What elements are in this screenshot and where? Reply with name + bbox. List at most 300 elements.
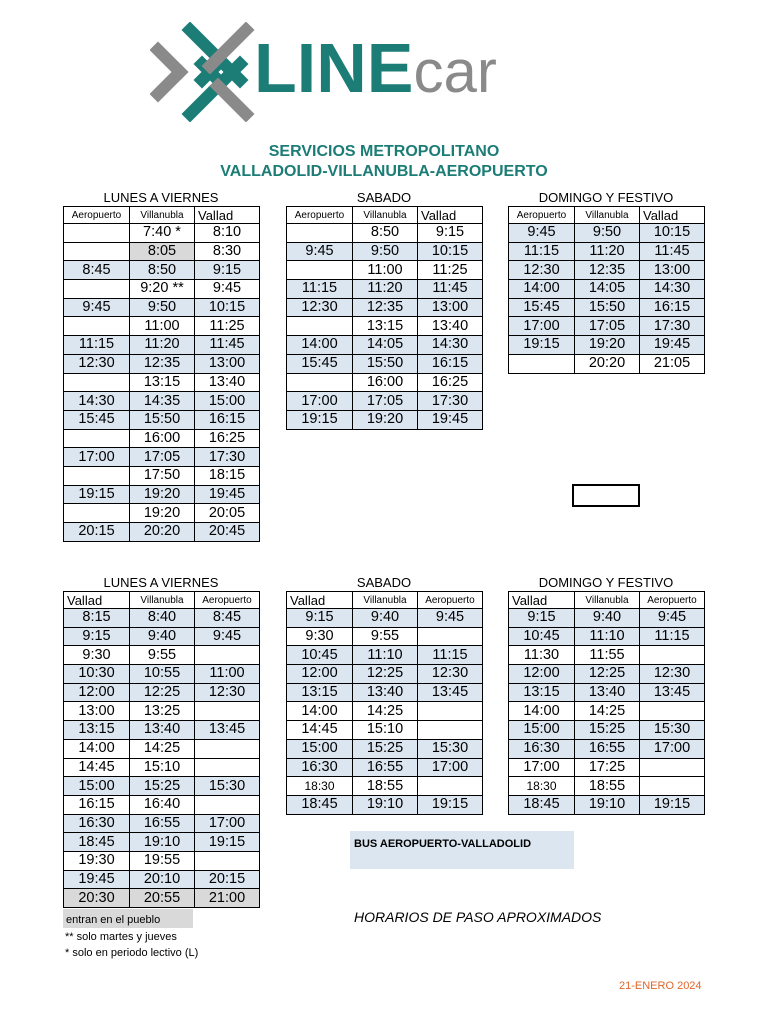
time-cell: 11:00 (353, 261, 418, 280)
time-cell: 19:15 (509, 336, 575, 355)
time-cell: 11:30 (509, 646, 575, 665)
table-row (287, 224, 483, 243)
time-cell: 9:15 (64, 627, 130, 646)
time-cell: 16:15 (640, 298, 705, 317)
caption-sunday-return: DOMINGO Y FESTIVO (538, 575, 674, 590)
time-cell: 10:45 (287, 646, 353, 665)
time-cell: 9:55 (130, 646, 195, 665)
time-cell: 12:25 (130, 683, 195, 702)
time-cell (418, 721, 483, 740)
table-row (509, 317, 705, 336)
time-cell: 13:40 (353, 683, 418, 702)
brand-car-text: car (413, 38, 497, 105)
table-row (509, 261, 705, 280)
table-row (509, 609, 705, 628)
time-cell: 8:10 (195, 224, 260, 243)
table-row (64, 298, 260, 317)
table-row (64, 889, 260, 908)
time-cell: 13:00 (418, 298, 483, 317)
time-cell (195, 739, 260, 758)
table-row (64, 795, 260, 814)
time-cell: 16:15 (418, 354, 483, 373)
table-header-row (287, 207, 483, 224)
bus-airport-valladolid-label: BUS AEROPUERTO-VALLADOLID (350, 831, 574, 869)
column-header: Aeropuerto (509, 207, 575, 224)
time-cell: 12:30 (418, 665, 483, 684)
time-cell: 15:50 (130, 410, 195, 429)
time-cell: 16:15 (64, 795, 130, 814)
table-row (509, 739, 705, 758)
time-cell: 13:45 (195, 721, 260, 740)
table-row (64, 261, 260, 280)
table-row (509, 280, 705, 299)
time-cell: 8:50 (130, 261, 195, 280)
table-row (287, 739, 483, 758)
table-row (64, 627, 260, 646)
timetable-saturday-to-airport (286, 591, 483, 815)
time-cell: 12:35 (130, 354, 195, 373)
time-cell: 11:00 (195, 665, 260, 684)
table-row (509, 627, 705, 646)
time-cell: 14:30 (64, 392, 130, 411)
time-cell: 9:15 (195, 261, 260, 280)
time-cell: 16:55 (353, 758, 418, 777)
time-cell: 16:15 (195, 410, 260, 429)
time-cell: 9:30 (64, 646, 130, 665)
table-row (509, 721, 705, 740)
time-cell (640, 646, 705, 665)
time-cell: 10:30 (64, 665, 130, 684)
time-cell: 15:45 (287, 354, 353, 373)
time-cell: 12:30 (195, 683, 260, 702)
time-cell: 17:50 (130, 466, 195, 485)
table-row (64, 373, 260, 392)
time-cell: 9:15 (509, 609, 575, 628)
time-cell: 13:15 (509, 683, 575, 702)
table-row (64, 429, 260, 448)
table-row (64, 485, 260, 504)
brand-line-text: LINE (254, 29, 414, 107)
table-row (287, 702, 483, 721)
time-cell: 12:00 (64, 683, 130, 702)
table-row (64, 392, 260, 411)
time-cell (64, 317, 130, 336)
time-cell: 9:20 ** (130, 280, 195, 299)
table-header-row (287, 592, 483, 609)
time-cell: 20:20 (575, 354, 640, 373)
table-row (287, 665, 483, 684)
linecar-logo (150, 22, 530, 122)
time-cell: 18:55 (353, 777, 418, 796)
time-cell: 12:30 (509, 261, 575, 280)
time-cell: 19:45 (640, 336, 705, 355)
column-header: Vallad (640, 207, 705, 224)
time-cell: 9:50 (353, 242, 418, 261)
time-cell (195, 795, 260, 814)
time-cell: 15:25 (353, 739, 418, 758)
time-cell: 13:40 (195, 373, 260, 392)
time-cell: 20:45 (195, 523, 260, 542)
table-row (64, 410, 260, 429)
time-cell: 12:00 (509, 665, 575, 684)
time-cell: 14:35 (130, 392, 195, 411)
time-cell (195, 758, 260, 777)
table-row (509, 224, 705, 243)
time-cell: 9:15 (287, 609, 353, 628)
time-cell: 9:45 (418, 609, 483, 628)
table-row (509, 242, 705, 261)
time-cell: 7:40 * (130, 224, 195, 243)
title-line-1: SERVICIOS METROPOLITANO (268, 143, 500, 160)
caption-weekday-return: LUNES A VIERNES (103, 575, 219, 590)
time-cell: 12:30 (640, 665, 705, 684)
time-cell: 14:05 (575, 280, 640, 299)
time-cell: 11:45 (195, 336, 260, 355)
time-cell (64, 466, 130, 485)
time-cell: 17:05 (130, 448, 195, 467)
time-cell: 18:45 (64, 833, 130, 852)
table-row (64, 665, 260, 684)
time-cell (287, 261, 353, 280)
time-cell: 15:30 (640, 721, 705, 740)
column-header: Vallad (195, 207, 260, 224)
time-cell: 9:45 (287, 242, 353, 261)
timetable-weekday-to-valladolid (63, 206, 260, 542)
time-cell: 16:55 (130, 814, 195, 833)
time-cell: 20:15 (64, 523, 130, 542)
time-cell: 9:45 (509, 224, 575, 243)
time-cell: 18:45 (509, 795, 575, 814)
table-row (64, 739, 260, 758)
time-cell: 16:30 (287, 758, 353, 777)
time-cell: 20:55 (130, 889, 195, 908)
time-cell: 19:30 (64, 851, 130, 870)
table-row (64, 777, 260, 796)
table-row (64, 280, 260, 299)
time-cell: 9:45 (195, 627, 260, 646)
caption-saturday-out: SABADO (356, 190, 412, 205)
time-cell: 10:55 (130, 665, 195, 684)
time-cell: 17:30 (195, 448, 260, 467)
time-cell: 9:40 (353, 609, 418, 628)
time-cell: 19:15 (195, 833, 260, 852)
time-cell: 19:20 (130, 485, 195, 504)
time-cell: 13:40 (130, 721, 195, 740)
time-cell: 9:40 (130, 627, 195, 646)
table-row (287, 627, 483, 646)
time-cell: 8:05 (130, 242, 195, 261)
table-row (64, 242, 260, 261)
table-row (509, 665, 705, 684)
table-row (287, 317, 483, 336)
column-header: Vallad (509, 592, 575, 609)
time-cell: 9:45 (64, 298, 130, 317)
time-cell: 17:30 (418, 392, 483, 411)
time-cell: 16:30 (64, 814, 130, 833)
table-row (287, 609, 483, 628)
time-cell: 19:20 (575, 336, 640, 355)
time-cell: 12:35 (575, 261, 640, 280)
table-row (287, 721, 483, 740)
time-cell: 14:30 (640, 280, 705, 299)
empty-box (572, 484, 640, 507)
timetable-sunday-to-airport (508, 591, 705, 815)
time-cell: 9:15 (418, 224, 483, 243)
time-cell: 10:45 (509, 627, 575, 646)
time-cell (195, 646, 260, 665)
time-cell: 19:45 (64, 870, 130, 889)
table-row (64, 721, 260, 740)
table-row (509, 795, 705, 814)
time-cell: 14:25 (353, 702, 418, 721)
time-cell (64, 242, 130, 261)
time-cell: 16:00 (130, 429, 195, 448)
time-cell: 14:30 (418, 336, 483, 355)
time-cell: 13:40 (418, 317, 483, 336)
time-cell: 19:20 (353, 410, 418, 429)
time-cell: 12:35 (353, 298, 418, 317)
time-cell: 16:55 (575, 739, 640, 758)
time-cell: 16:40 (130, 795, 195, 814)
issue-date: 21-ENERO 2024 (619, 980, 702, 992)
table-row (287, 777, 483, 796)
time-cell: 15:30 (418, 739, 483, 758)
table-row (64, 466, 260, 485)
column-header: Villanubla (130, 207, 195, 224)
table-row (287, 298, 483, 317)
column-header: Aeropuerto (64, 207, 130, 224)
time-cell: 19:55 (130, 851, 195, 870)
time-cell: 17:00 (64, 448, 130, 467)
time-cell: 13:25 (130, 702, 195, 721)
note-tue-thu: ** solo martes y jueves (65, 931, 177, 943)
table-row (287, 795, 483, 814)
time-cell: 12:25 (575, 665, 640, 684)
table-row (509, 646, 705, 665)
column-header: Aeropuerto (640, 592, 705, 609)
time-cell: 18:30 (287, 777, 353, 796)
time-cell: 15:45 (64, 410, 130, 429)
time-cell: 11:00 (130, 317, 195, 336)
time-cell: 15:30 (195, 777, 260, 796)
time-cell (64, 373, 130, 392)
time-cell: 16:25 (195, 429, 260, 448)
time-cell (64, 429, 130, 448)
time-cell: 8:45 (195, 609, 260, 628)
caption-weekday-out: LUNES A VIERNES (103, 190, 219, 205)
time-cell: 19:10 (575, 795, 640, 814)
table-header-row (64, 207, 260, 224)
table-row (64, 702, 260, 721)
time-cell: 17:25 (575, 758, 640, 777)
time-cell: 11:25 (418, 261, 483, 280)
table-header-row (64, 592, 260, 609)
time-cell (287, 317, 353, 336)
table-row (64, 646, 260, 665)
time-cell (287, 373, 353, 392)
time-cell: 11:25 (195, 317, 260, 336)
time-cell: 15:50 (575, 298, 640, 317)
time-cell: 11:20 (130, 336, 195, 355)
time-cell (64, 224, 130, 243)
time-cell: 12:25 (353, 665, 418, 684)
time-cell (418, 777, 483, 796)
table-row (64, 814, 260, 833)
column-header: Vallad (64, 592, 130, 609)
time-cell (509, 354, 575, 373)
table-row (509, 683, 705, 702)
note-enter-village: entran en el pueblo (63, 909, 193, 928)
time-cell: 13:45 (418, 683, 483, 702)
time-cell (195, 851, 260, 870)
time-cell: 19:15 (287, 410, 353, 429)
table-row (64, 224, 260, 243)
time-cell: 15:10 (130, 758, 195, 777)
time-cell: 13:00 (195, 354, 260, 373)
time-cell: 17:00 (640, 739, 705, 758)
time-cell: 17:00 (509, 317, 575, 336)
time-cell: 21:00 (195, 889, 260, 908)
time-cell: 14:05 (353, 336, 418, 355)
table-header-row (509, 592, 705, 609)
table-row (287, 646, 483, 665)
time-cell: 17:00 (287, 392, 353, 411)
time-cell: 14:00 (509, 280, 575, 299)
table-row (64, 833, 260, 852)
time-cell: 10:15 (195, 298, 260, 317)
time-cell: 16:30 (509, 739, 575, 758)
time-cell: 14:45 (64, 758, 130, 777)
caption-saturday-return: SABADO (356, 575, 412, 590)
table-row (509, 758, 705, 777)
table-row (509, 354, 705, 373)
time-cell: 12:30 (64, 354, 130, 373)
time-cell: 13:15 (353, 317, 418, 336)
time-cell: 11:10 (575, 627, 640, 646)
table-row (509, 702, 705, 721)
time-cell: 15:50 (353, 354, 418, 373)
time-cell: 15:00 (195, 392, 260, 411)
column-header: Villanubla (353, 592, 418, 609)
time-cell (418, 627, 483, 646)
table-row (64, 523, 260, 542)
table-row (64, 870, 260, 889)
time-cell: 11:15 (418, 646, 483, 665)
time-cell: 18:55 (575, 777, 640, 796)
time-cell: 9:30 (287, 627, 353, 646)
time-cell: 13:00 (640, 261, 705, 280)
time-cell (640, 758, 705, 777)
time-cell: 12:30 (287, 298, 353, 317)
column-header: Villanubla (353, 207, 418, 224)
table-row (287, 354, 483, 373)
table-row (64, 609, 260, 628)
time-cell (287, 224, 353, 243)
time-cell: 14:00 (64, 739, 130, 758)
caption-sunday-out: DOMINGO Y FESTIVO (538, 190, 674, 205)
time-cell: 14:45 (287, 721, 353, 740)
time-cell: 19:15 (64, 485, 130, 504)
time-cell: 19:45 (195, 485, 260, 504)
table-row (64, 336, 260, 355)
time-cell: 18:15 (195, 466, 260, 485)
table-row (64, 317, 260, 336)
time-cell: 9:50 (130, 298, 195, 317)
time-cell: 19:45 (418, 410, 483, 429)
time-cell: 17:05 (353, 392, 418, 411)
column-header: Vallad (418, 207, 483, 224)
table-row (287, 683, 483, 702)
time-cell: 13:40 (575, 683, 640, 702)
time-cell: 8:40 (130, 609, 195, 628)
time-cell: 11:45 (418, 280, 483, 299)
time-cell: 13:15 (130, 373, 195, 392)
time-cell: 13:15 (64, 721, 130, 740)
time-cell: 9:45 (195, 280, 260, 299)
table-row (287, 280, 483, 299)
table-row (287, 242, 483, 261)
table-row (64, 851, 260, 870)
timetable-weekday-to-airport (63, 591, 260, 908)
table-row (509, 336, 705, 355)
time-cell: 11:20 (575, 242, 640, 261)
time-cell: 18:30 (509, 777, 575, 796)
column-header: Aeropuerto (195, 592, 260, 609)
timetable-sunday-to-valladolid (508, 206, 705, 374)
time-cell: 17:00 (195, 814, 260, 833)
time-cell: 20:20 (130, 523, 195, 542)
time-cell: 11:45 (640, 242, 705, 261)
time-cell: 15:45 (509, 298, 575, 317)
table-row (64, 504, 260, 523)
time-cell: 11:55 (575, 646, 640, 665)
column-header: Vallad (287, 592, 353, 609)
time-cell: 16:00 (353, 373, 418, 392)
time-cell: 14:00 (287, 702, 353, 721)
time-cell: 11:15 (509, 242, 575, 261)
time-cell: 17:00 (418, 758, 483, 777)
time-cell: 8:15 (64, 609, 130, 628)
table-row (509, 298, 705, 317)
time-cell: 14:00 (509, 702, 575, 721)
time-cell: 21:05 (640, 354, 705, 373)
time-cell (64, 504, 130, 523)
table-row (64, 354, 260, 373)
time-cell: 11:20 (353, 280, 418, 299)
time-cell: 14:25 (130, 739, 195, 758)
time-cell: 13:15 (287, 683, 353, 702)
time-cell: 15:25 (130, 777, 195, 796)
time-cell: 15:00 (509, 721, 575, 740)
column-header: Villanubla (575, 592, 640, 609)
title-line-2: VALLADOLID-VILLANUBLA-AEROPUERTO (220, 163, 548, 180)
time-cell: 11:10 (353, 646, 418, 665)
time-cell (640, 777, 705, 796)
time-cell (640, 702, 705, 721)
time-cell: 15:00 (64, 777, 130, 796)
time-cell: 20:05 (195, 504, 260, 523)
column-header: Aeropuerto (287, 207, 353, 224)
table-header-row (509, 207, 705, 224)
time-cell: 9:50 (575, 224, 640, 243)
time-cell: 13:00 (64, 702, 130, 721)
time-cell (418, 702, 483, 721)
time-cell: 8:30 (195, 242, 260, 261)
time-cell: 17:30 (640, 317, 705, 336)
column-header: Villanubla (130, 592, 195, 609)
time-cell: 14:00 (287, 336, 353, 355)
table-row (287, 336, 483, 355)
